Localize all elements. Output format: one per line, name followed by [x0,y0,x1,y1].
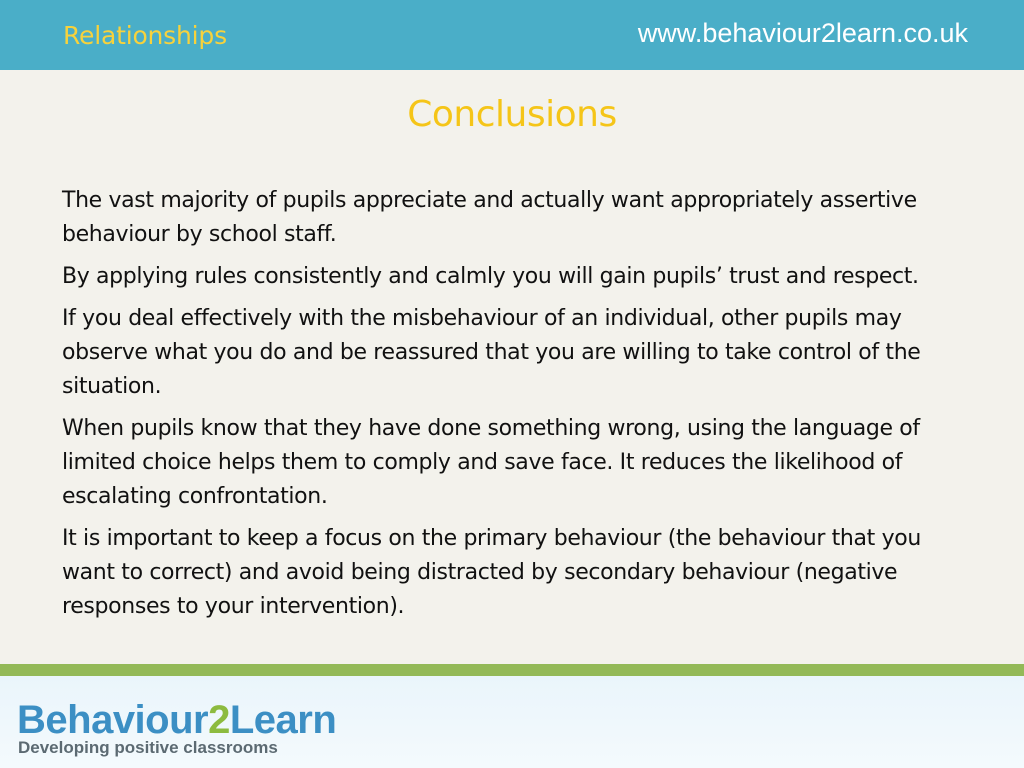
footer-divider [0,664,1024,676]
brand-logo [17,698,336,742]
website-url: www.behaviour2learn.co.uk [637,18,968,48]
paragraph-5: It is important to keep a focus on the primary behaviour (the behaviour that you want to correct) and avoid being distracted by secondary behaviour (negative responses to your intervention). [62,526,921,619]
paragraph-3: If you deal effectively with the misbehaviour of an individual, other pupils may observe what you do and be reassured that you are willing to take control of the situation. [62,306,921,399]
slide-body [62,184,967,632]
section-title: Relationships [63,21,227,50]
paragraph-1: The vast majority of pupils appreciate and actually want appropriately assertive behaviour by school staff. [62,188,917,247]
slide-title: Conclusions [407,94,617,135]
header-bar [0,0,1024,70]
logo-text-2: 2 [208,698,230,742]
brand-tagline: Developing positive classrooms [18,738,278,757]
logo-text-learn: Learn [229,698,337,742]
paragraph-2: By applying rules consistently and calmly you will gain pupils’ trust and respect. [62,264,919,289]
logo-text-behaviour: Behaviour [17,698,209,742]
paragraph-4: When pupils know that they have done something wrong, using the language of limited choice helps them to comply and save face. It reduces the likelihood of escalating confrontation. [62,416,920,509]
